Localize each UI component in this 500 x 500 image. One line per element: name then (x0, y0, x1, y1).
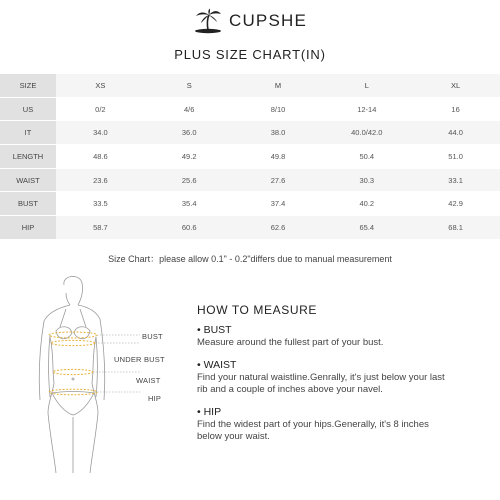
table-row (0, 74, 500, 97)
table-row (0, 192, 500, 216)
table-cell: 49.2 (145, 145, 234, 169)
table-cell: 33.1 (411, 168, 500, 192)
table-cell: 25.6 (145, 168, 234, 192)
row-label: US (0, 97, 56, 121)
row-label: WAIST (0, 168, 56, 192)
table-cell: 34.0 (56, 121, 145, 145)
table-row (0, 145, 500, 169)
table-row (0, 168, 500, 192)
measure-desc-line: below your waist. (197, 431, 270, 442)
table-cell: 8/10 (234, 97, 323, 121)
table-cell: 38.0 (234, 121, 323, 145)
table-cell: 68.1 (411, 216, 500, 240)
body-figure (28, 275, 178, 475)
table-row (0, 216, 500, 240)
table-row (0, 97, 500, 121)
table-cell: 44.0 (411, 121, 500, 145)
how-to-measure-title: HOW TO MEASURE (197, 303, 317, 317)
row-label: IT (0, 121, 56, 145)
table-row (0, 121, 500, 145)
table-cell: 40.2 (322, 192, 411, 216)
measure-heading: • BUST (197, 324, 232, 336)
measure-heading: • WAIST (197, 359, 237, 371)
figure-label-bust: BUST (142, 332, 163, 341)
table-cell: 12-14 (322, 97, 411, 121)
row-label: LENGTH (0, 145, 56, 169)
table-cell: 65.4 (322, 216, 411, 240)
size-table (0, 74, 500, 240)
measure-desc-line: Find your natural waistline.Genrally, it's just below your last (197, 372, 445, 383)
row-label: HIP (0, 216, 56, 240)
table-cell: 50.4 (322, 145, 411, 169)
measurement-note: Size Chart：please allow 0.1" - 0.2"differs due to manual measurement (108, 254, 392, 264)
table-cell: 33.5 (56, 192, 145, 216)
measure-item-bust (197, 324, 497, 349)
table-cell: 37.4 (234, 192, 323, 216)
table-cell: M (234, 74, 323, 97)
table-cell: S (145, 74, 234, 97)
table-cell: 58.7 (56, 216, 145, 240)
table-cell: 0/2 (56, 97, 145, 121)
header (0, 8, 500, 34)
row-label: SIZE (0, 74, 56, 97)
table-cell: 4/6 (145, 97, 234, 121)
table-cell: 51.0 (411, 145, 500, 169)
measure-desc-line: rib and a couple of inches above your navel. (197, 384, 383, 395)
figure-label-hip: HIP (148, 394, 162, 403)
row-label: BUST (0, 192, 56, 216)
chart-title: PLUS SIZE CHART(IN) (174, 47, 326, 62)
body-outline-illustration (28, 275, 178, 475)
table-cell: 42.9 (411, 192, 500, 216)
table-cell: 36.0 (145, 121, 234, 145)
figure-label-waist: WAIST (136, 376, 161, 385)
table-cell: 27.6 (234, 168, 323, 192)
table-cell: XS (56, 74, 145, 97)
figure-label-under-bust: UNDER BUST (114, 355, 165, 364)
table-cell: 35.4 (145, 192, 234, 216)
measure-desc-line: Find the widest part of your hips.Generally, it's 8 inches (197, 419, 429, 430)
table-cell: 49.8 (234, 145, 323, 169)
measure-item-waist (197, 359, 497, 396)
palm-tree-island-icon (193, 8, 223, 34)
table-cell: 62.6 (234, 216, 323, 240)
brand-name: CUPSHE (228, 11, 308, 30)
table-cell: L (322, 74, 411, 97)
table-cell: 16 (411, 97, 500, 121)
table-cell: 48.6 (56, 145, 145, 169)
table-cell: 23.6 (56, 168, 145, 192)
table-cell: 40.0/42.0 (322, 121, 411, 145)
table-cell: 30.3 (322, 168, 411, 192)
measure-item-hip (197, 406, 497, 443)
measure-heading: • HIP (197, 406, 222, 418)
measure-desc-line: Measure around the fullest part of your bust. (197, 337, 384, 348)
table-cell: XL (411, 74, 500, 97)
table-cell: 60.6 (145, 216, 234, 240)
